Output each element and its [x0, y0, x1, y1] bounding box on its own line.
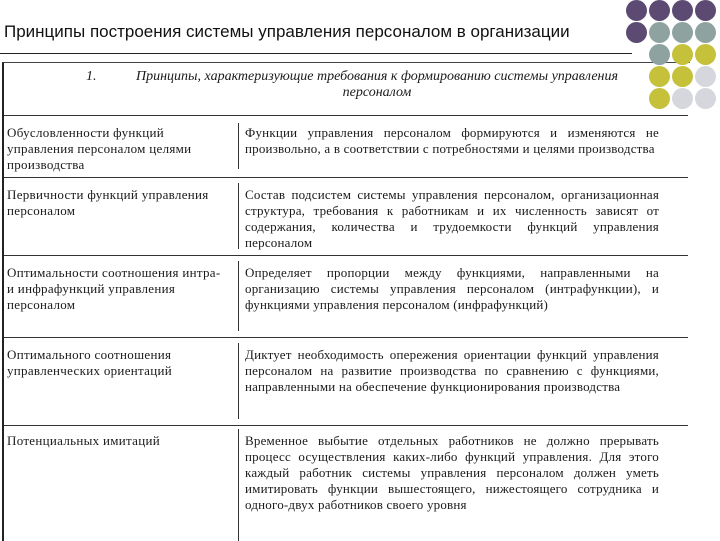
slide-title: Принципы построения системы управления персоналом в организации [4, 22, 570, 41]
principle-cell: Оптимального соотношения управленческих ориентаций [7, 347, 172, 378]
description-cell: Состав подсистем системы управления персоналом, организационная структура, требования к работникам и их численность зависят от содержания, количества и трудоемкости функций управления персоналом [245, 187, 659, 250]
principle-cell: Потенциальных имитаций [7, 433, 161, 448]
decorative-dot [695, 44, 716, 65]
column-rule [238, 343, 239, 419]
decorative-dot [695, 22, 716, 43]
decorative-dot [649, 0, 670, 21]
decorative-dot [672, 66, 693, 87]
column-rule [238, 183, 239, 249]
table-rule [4, 425, 688, 426]
decorative-dot [672, 88, 693, 109]
principle-cell: Оптимальности соотношения интра- и инфрафункций управления персоналом [7, 265, 221, 312]
decorative-dot [626, 22, 647, 43]
description-cell: Функции управления персоналом формируются и изменяются не произвольно, а в соответствии с потребностями и целями производства [245, 125, 659, 156]
column-rule [238, 123, 239, 169]
section-number: 1. [86, 69, 97, 84]
decorative-dot [695, 88, 716, 109]
decorative-dot-grid [626, 0, 720, 112]
decorative-dot [672, 0, 693, 21]
column-rule [238, 261, 239, 331]
column-rule [238, 429, 239, 541]
principle-cell: Первичности функций управления персоналом [7, 187, 209, 218]
decorative-dot [649, 44, 670, 65]
decorative-dot [649, 66, 670, 87]
decorative-dot [672, 44, 693, 65]
table-rule [4, 115, 688, 116]
table-rule [4, 337, 688, 338]
section-heading-text: Принципы, характеризующие требования к формированию системы управления персоналом [136, 69, 618, 100]
decorative-dot [695, 0, 716, 21]
description-cell: Диктует необходимость опережения ориентации функций управления персоналом на развитие производства по сравнению с функциями, направленными на обеспечение функционирования производства [245, 347, 659, 394]
decorative-dot [626, 0, 647, 21]
decorative-dot [649, 88, 670, 109]
decorative-dot [695, 66, 716, 87]
decorative-dot [649, 22, 670, 43]
scanned-table-image [2, 62, 690, 541]
description-cell: Определяет пропорции между функциями, направленными на организацию системы управления персоналом (интрафункции), и функциями управления персоналом (инфрафункций) [245, 265, 659, 312]
table-rule [4, 255, 688, 256]
title-divider [0, 53, 632, 54]
section-heading [4, 69, 690, 101]
decorative-dot [672, 22, 693, 43]
principle-cell: Обусловленности функций управления персоналом целями производства [7, 125, 192, 172]
table-rule [4, 177, 688, 178]
description-cell: Временное выбытие отдельных работников не должно прерывать процесс осуществления каких-либо функций управления. Для этого каждый работник системы управления персоналом должен уметь имитировать функции вышестоящего, нижестоящего сотрудника и одного-двух работников своего уровня [245, 433, 659, 512]
